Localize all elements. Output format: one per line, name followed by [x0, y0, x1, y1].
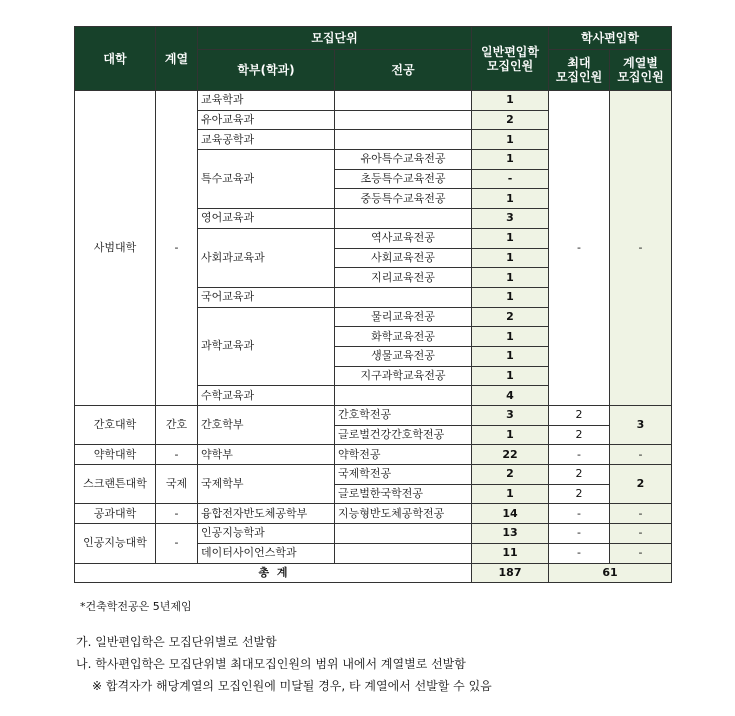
general-quota-cell: 1 [472, 425, 549, 445]
college-cell: 스크랜튼대학 [75, 465, 156, 504]
header-department: 학부(학과) [198, 50, 335, 91]
dept-cell: 데이터사이언스학과 [198, 543, 335, 563]
major-cell: 화학교육전공 [335, 327, 472, 347]
general-quota-cell: 2 [472, 110, 549, 130]
college-cell: 공과대학 [75, 504, 156, 524]
general-quota-cell: 1 [472, 228, 549, 248]
college-cell: 간호대학 [75, 406, 156, 445]
major-cell: 글로벌한국학전공 [335, 484, 472, 504]
table-row [75, 524, 672, 544]
general-quota-cell: 3 [472, 209, 549, 229]
general-quota-cell: 2 [472, 307, 549, 327]
max-quota-cell: 2 [549, 484, 610, 504]
category-quota-cell: 2 [610, 465, 672, 504]
total-bachelor: 61 [549, 563, 672, 583]
general-quota-cell: 4 [472, 386, 549, 406]
major-cell: 약학전공 [335, 445, 472, 465]
general-quota-cell: 22 [472, 445, 549, 465]
table-row [75, 406, 672, 426]
header-major: 전공 [335, 50, 472, 91]
category-cell: - [156, 524, 198, 563]
header-category: 계열 [156, 27, 198, 91]
category-quota-cell: 3 [610, 406, 672, 445]
dept-cell: 약학부 [198, 445, 335, 465]
college-cell: 사범대학 [75, 91, 156, 406]
dept-cell: 국어교육과 [198, 287, 335, 307]
major-cell [335, 130, 472, 150]
major-cell: 생물교육전공 [335, 346, 472, 366]
general-quota-cell: 2 [472, 465, 549, 485]
major-cell [335, 91, 472, 111]
total-row [75, 563, 672, 583]
major-cell: 지리교육전공 [335, 268, 472, 288]
total-general: 187 [472, 563, 549, 583]
general-quota-cell: 1 [472, 130, 549, 150]
general-quota-cell: 13 [472, 524, 549, 544]
header-max-quota: 최대 모집인원 [549, 50, 610, 91]
architecture-note: *건축학전공은 5년제임 [80, 600, 192, 613]
category-quota-cell: - [610, 445, 672, 465]
major-cell [335, 524, 472, 544]
max-quota-cell: 2 [549, 406, 610, 426]
general-quota-cell: 1 [472, 327, 549, 347]
max-quota-cell: - [549, 504, 610, 524]
category-quota-cell: - [610, 91, 672, 406]
major-cell: 간호학전공 [335, 406, 472, 426]
header-category-quota: 계열별 모집인원 [610, 50, 672, 91]
general-quota-cell: 1 [472, 346, 549, 366]
major-cell: 초등특수교육전공 [335, 169, 472, 189]
max-quota-cell: - [549, 524, 610, 544]
header-college: 대학 [75, 27, 156, 91]
category-cell: 간호 [156, 406, 198, 445]
dept-cell: 간호학부 [198, 406, 335, 445]
admission-quota-table [74, 26, 672, 583]
major-cell: 중등특수교육전공 [335, 189, 472, 209]
max-quota-cell: - [549, 543, 610, 563]
major-cell [335, 386, 472, 406]
table-row [75, 91, 672, 111]
general-quota-cell: 1 [472, 91, 549, 111]
major-cell: 지능형반도체공학전공 [335, 504, 472, 524]
general-quota-cell: 3 [472, 406, 549, 426]
major-cell: 유아특수교육전공 [335, 150, 472, 170]
dept-cell: 특수교육과 [198, 150, 335, 209]
college-cell: 인공지능대학 [75, 524, 156, 563]
college-cell: 약학대학 [75, 445, 156, 465]
rule-bachelor-transfer: 나. 학사편입학은 모집단위별 최대모집인원의 범위 내에서 계열별로 선발함 [76, 657, 466, 671]
table-row [75, 445, 672, 465]
major-cell: 사회교육전공 [335, 248, 472, 268]
header-bachelor-transfer: 학사편입학 [549, 27, 672, 50]
general-quota-cell: 1 [472, 484, 549, 504]
general-quota-cell: 14 [472, 504, 549, 524]
dept-cell: 영어교육과 [198, 209, 335, 229]
dept-cell: 사회과교육과 [198, 228, 335, 287]
major-cell [335, 543, 472, 563]
major-cell: 글로벌건강간호학전공 [335, 425, 472, 445]
general-quota-cell: 1 [472, 150, 549, 170]
dept-cell: 유아교육과 [198, 110, 335, 130]
major-cell: 지구과학교육전공 [335, 366, 472, 386]
max-quota-cell: - [549, 91, 610, 406]
category-cell: - [156, 91, 198, 406]
general-quota-cell: 1 [472, 287, 549, 307]
rule-general-transfer: 가. 일반편입학은 모집단위별로 선발함 [76, 635, 277, 649]
major-cell [335, 110, 472, 130]
header-unit-group: 모집단위 [198, 27, 472, 50]
general-quota-cell: 1 [472, 268, 549, 288]
category-quota-cell: - [610, 543, 672, 563]
major-cell: 국제학전공 [335, 465, 472, 485]
rule-note: ※ 합격자가 해당계열의 모집인원에 미달될 경우, 타 계열에서 선발할 수 있음 [92, 679, 492, 693]
dept-cell: 수학교육과 [198, 386, 335, 406]
dept-cell: 융합전자반도체공학부 [198, 504, 335, 524]
major-cell [335, 287, 472, 307]
dept-cell: 과학교육과 [198, 307, 335, 386]
major-cell: 역사교육전공 [335, 228, 472, 248]
general-quota-cell: 1 [472, 189, 549, 209]
general-quota-cell: 1 [472, 366, 549, 386]
category-cell: 국제 [156, 465, 198, 504]
dept-cell: 교육학과 [198, 91, 335, 111]
general-quota-cell: - [472, 169, 549, 189]
category-quota-cell: - [610, 504, 672, 524]
major-cell [335, 209, 472, 229]
dept-cell: 교육공학과 [198, 130, 335, 150]
header-general-transfer: 일반편입학 모집인원 [472, 27, 549, 91]
general-quota-cell: 1 [472, 248, 549, 268]
major-cell: 물리교육전공 [335, 307, 472, 327]
table-row [75, 504, 672, 524]
total-label: 총 계 [75, 563, 472, 583]
dept-cell: 국제학부 [198, 465, 335, 504]
max-quota-cell: - [549, 445, 610, 465]
max-quota-cell: 2 [549, 425, 610, 445]
category-cell: - [156, 445, 198, 465]
category-cell: - [156, 504, 198, 524]
category-quota-cell: - [610, 524, 672, 544]
general-quota-cell: 11 [472, 543, 549, 563]
max-quota-cell: 2 [549, 465, 610, 485]
dept-cell: 인공지능학과 [198, 524, 335, 544]
table-row [75, 465, 672, 485]
